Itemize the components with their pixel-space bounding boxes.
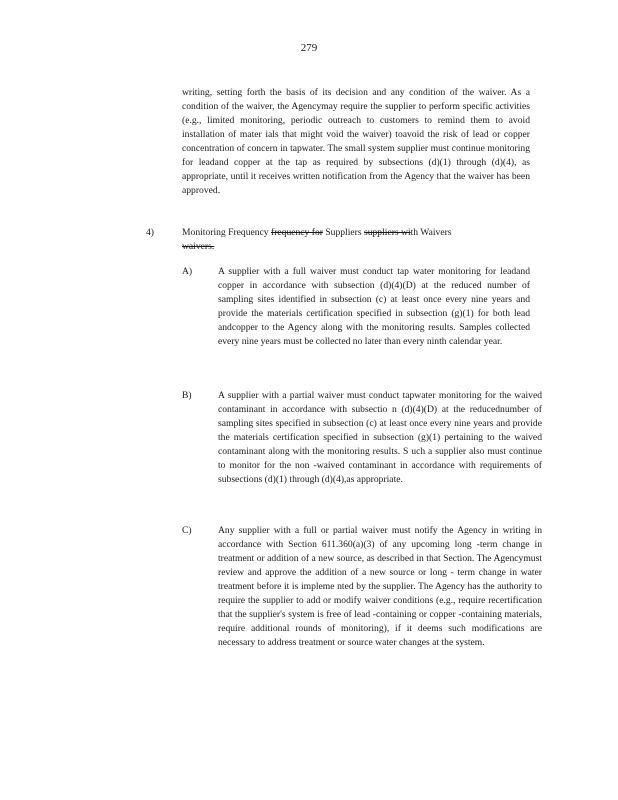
heading-text-a: Monitoring Frequency bbox=[182, 227, 271, 238]
subsection-b-label: B) bbox=[182, 390, 192, 401]
section-4-number: 4) bbox=[146, 227, 154, 238]
section-4-heading bbox=[182, 226, 530, 254]
subsection-a-label: A) bbox=[182, 266, 193, 277]
subsection-b-text: A supplier with a partial waiver must conduct tapwater monitoring for the waived contaminant in accordance with subsectio n (d)(4)(D) at the reducednumber of sampling sites specified in subsection (c) at least once every nine years and provide the materials certification specified in subsection (g)(1) pertaining to the waived contaminant along with the monitoring results. S uch a supplier also must continue to monitor for the non -waived contaminant in accordance with requirements of subsections (d)(1) through (d)(4),as appropriate. bbox=[218, 390, 542, 485]
page-number: 279 bbox=[300, 42, 318, 54]
heading-struck-text-3: waivers. bbox=[182, 241, 215, 252]
heading-text-c: th Waivers bbox=[410, 227, 452, 238]
intro-paragraph: writing, setting forth the basis of its decision and any condition of the waiver. As a condition of the waiver, the Agencymay require the supplier to perform specific activities (e.g., limited monitoring, periodic outreach to customers to remind them to avoid installation of mater ials that might void the waiver) toavoid the risk of lead or copper concentration of concern in tapwater. The small system supplier must continue monitoring for leadand copper at the tap as required by subsections (d)(1) through (d)(4), as appropriate, until it receives written notification from the Agency that the waiver has been approved. bbox=[182, 87, 530, 196]
heading-struck-text-2: suppliers wi bbox=[363, 227, 411, 238]
subsection-c-text: Any supplier with a full or partial waiver must notify the Agency in writing in accordance with Section 611.360(a)(3) of any upcoming long -term change in treatment or addition of a new source, as described in that Section. The Agencymust review and approve the addition of a new source or long - term change in water treatment before it is impleme nted by the supplier. The Agency has the authority to require the supplier to add or modify waiver conditions (e.g., require recertification that the supplier's system is free of lead -containing or copper -containing materials, require additional rounds of monitoring), if it deems such modifications are necessary to address treatment or source water changes at the system. bbox=[218, 525, 542, 648]
subsection-c-label: C) bbox=[182, 525, 192, 536]
heading-text-b: Suppliers bbox=[322, 227, 364, 238]
subsection-a-text: A supplier with a full waiver must conduct tap water monitoring for leadand copper in accordance with subsection (d)(4)(D) at the reduced number of sampling sites identified in subsection (c) at least once every nine years and provide the materials certification specified in subsection (g)(1) for both lead andcopper to the Agency along with the monitoring results. Samples collected every nine years must be collected no later than every ninth calendar year. bbox=[218, 266, 530, 347]
heading-struck-text-1: frequency for bbox=[271, 227, 323, 238]
